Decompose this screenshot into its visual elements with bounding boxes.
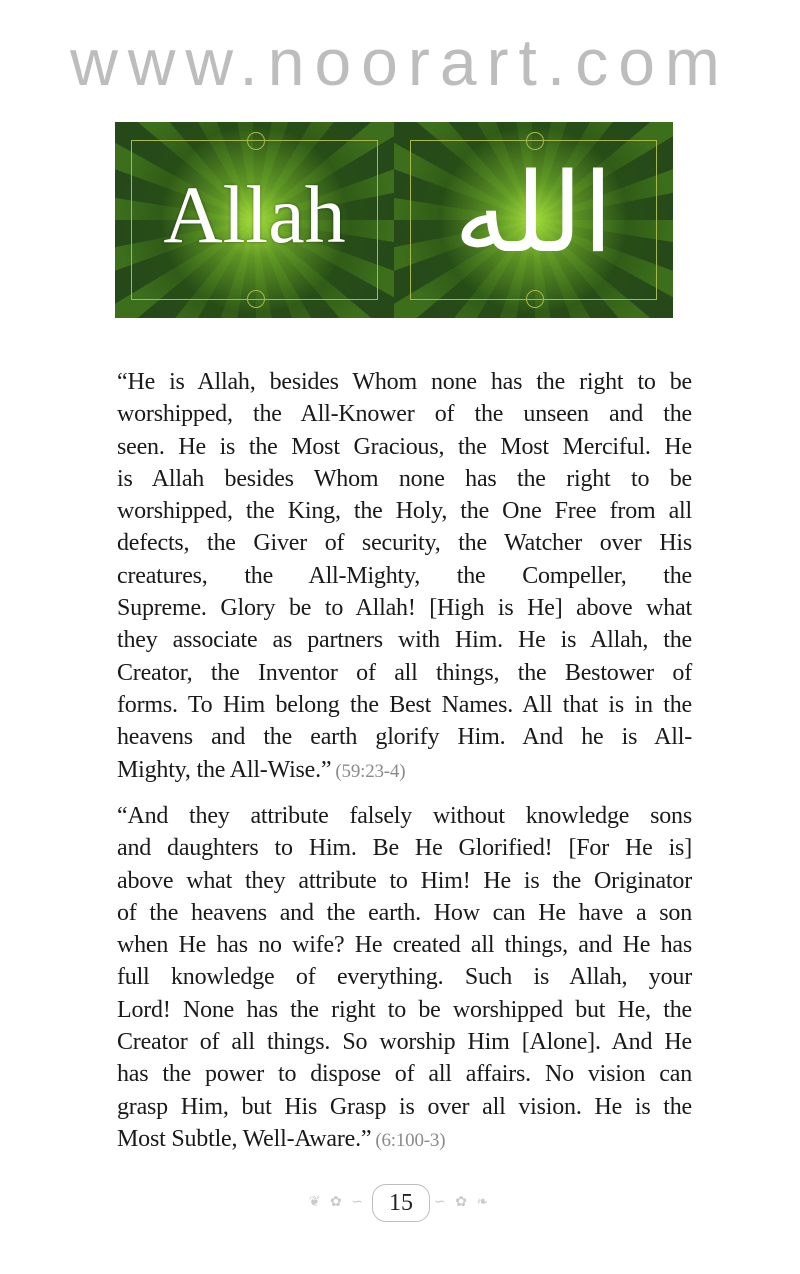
line-text: Creator, the Inventor of all things, the Bestower of: [117, 659, 692, 686]
text-line: [117, 929, 692, 961]
text-line: [117, 527, 692, 559]
text-line: [117, 592, 692, 624]
text-line: [117, 721, 692, 753]
watermark: www.noorart.com: [70, 25, 730, 99]
english-title: Allah: [163, 169, 346, 260]
text-line: [117, 754, 692, 786]
line-text: worshipped, the King, the Holy, the One Free from all: [117, 498, 692, 525]
verse-reference: (6:100-3): [375, 1129, 446, 1151]
line-text: Most Subtle, Well-Aware.”: [117, 1125, 372, 1152]
line-text: full knowledge of everything. Such is Allah, your: [117, 964, 692, 991]
text-line: [117, 1026, 692, 1058]
arabic-calligraphy: الله: [453, 149, 614, 277]
floral-ornament-left-icon: ❦ ✿ ∽: [308, 1195, 366, 1210]
line-text: Lord! None has the right to be worshipped but He, the: [117, 996, 692, 1023]
text-line: [117, 560, 692, 592]
quote-paragraph-1: [117, 366, 692, 786]
line-text: heavens and the earth glorify Him. And he is All-: [117, 724, 692, 751]
line-text: defects, the Giver of security, the Watcher over His: [117, 530, 692, 557]
text-line: [117, 431, 692, 463]
text-line: [117, 994, 692, 1026]
line-text: of the heavens and the earth. How can He have a son: [117, 899, 692, 926]
page-footer: [290, 1180, 510, 1226]
line-text: grasp Him, but His Grasp is over all vision. He is the: [117, 1093, 692, 1120]
line-text: Creator of all things. So worship Him [Alone]. And He: [117, 1029, 692, 1056]
text-line: [117, 1058, 692, 1090]
text-line: [117, 624, 692, 656]
line-text: above what they attribute to Him! He is the Originator: [117, 867, 692, 894]
line-text: creatures, the All-Mighty, the Compeller, the: [117, 562, 692, 589]
line-text: Mighty, the All-Wise.”: [117, 756, 332, 783]
text-line: [117, 800, 692, 832]
text-line: [117, 689, 692, 721]
verse-reference: (59:23-4): [335, 760, 406, 782]
line-text: “He is Allah, besides Whom none has the right to be: [117, 369, 692, 395]
title-banner: [115, 122, 673, 318]
text-line: [117, 495, 692, 527]
line-text: when He has no wife? He created all things, and He has: [117, 932, 692, 959]
line-text: they associate as partners with Him. He is Allah, the: [117, 627, 692, 654]
line-text: has the power to dispose of all affairs. No vision can: [117, 1061, 692, 1088]
line-text: seen. He is the Most Gracious, the Most Merciful. He: [117, 433, 692, 460]
quote-paragraph-2: [117, 800, 692, 1155]
english-title-panel: [115, 122, 394, 318]
text-line: [117, 1123, 692, 1155]
arabic-title-panel: [394, 122, 673, 318]
text-line: [117, 865, 692, 897]
line-text: and daughters to Him. Be He Glorified! [For He is]: [117, 835, 692, 862]
text-line: [117, 961, 692, 993]
text-line: [117, 832, 692, 864]
line-text: “And they attribute falsely without knowledge sons: [117, 803, 692, 829]
text-line: [117, 1091, 692, 1123]
line-text: is Allah besides Whom none has the right to be: [117, 465, 692, 492]
line-text: forms. To Him belong the Best Names. All that is in the: [117, 691, 692, 718]
page-number: 15: [372, 1184, 430, 1222]
line-text: worshipped, the All-Knower of the unseen and the: [117, 401, 692, 428]
text-line: [117, 897, 692, 929]
text-line: [117, 398, 692, 430]
floral-ornament-right-icon: ∽ ✿ ❧: [434, 1195, 492, 1210]
text-line: [117, 463, 692, 495]
line-text: Supreme. Glory be to Allah! [High is He] above what: [117, 595, 692, 622]
text-line: [117, 657, 692, 689]
text-line: [117, 366, 692, 398]
